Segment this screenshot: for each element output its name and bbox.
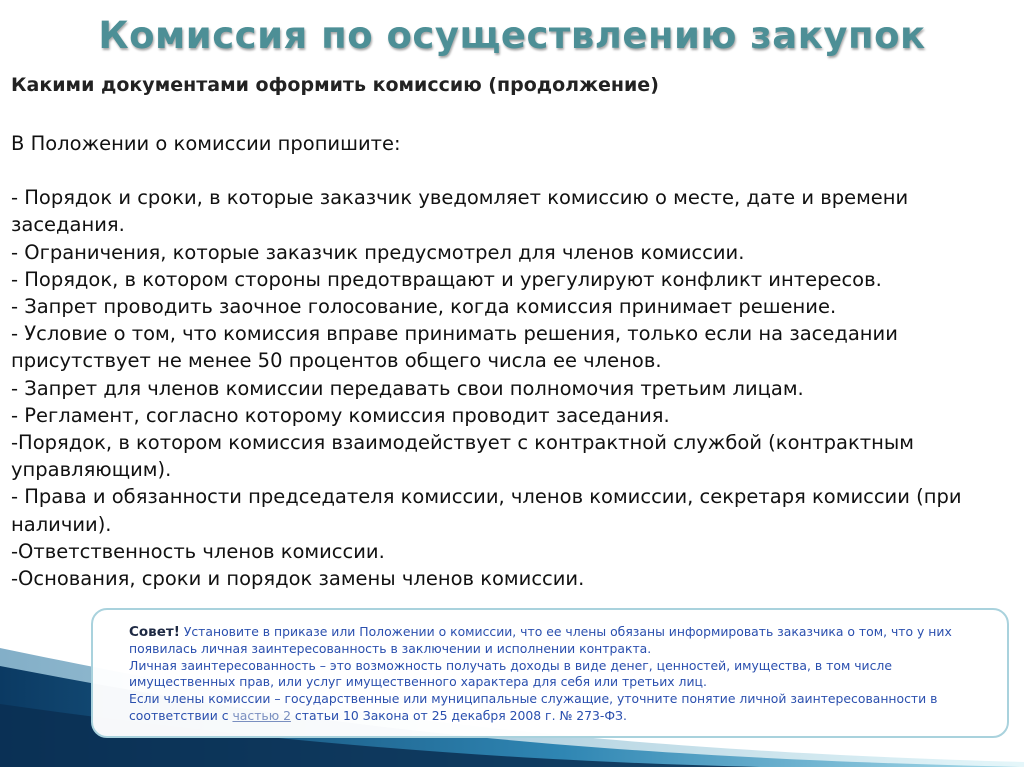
list-item: - Запрет проводить заочное голосование, когда комиссия принимает решение. (11, 295, 837, 319)
tip-lead: Совет! (129, 624, 180, 640)
list-item: -Порядок, в котором комиссия взаимодействует с контрактной службой (контрактным управляющим). (11, 431, 914, 482)
tip-text (129, 624, 991, 725)
list-item: - Регламент, согласно которому комиссия проводит заседания. (11, 403, 670, 427)
list-item: - Порядок, в котором стороны предотвращают и урегулируют конфликт интересов. (11, 267, 882, 291)
list-item: - Запрет для членов комиссии передавать свои полномочия третьим лицам. (11, 376, 804, 400)
list-item: -Ответственность членов комиссии. (11, 539, 385, 563)
tip-line-3-end: статьи 10 Закона от 25 декабря 2008 г. № 273-ФЗ. (290, 707, 627, 723)
list-item: - Порядок и сроки, в которые заказчик уведомляет комиссию о месте, дате и времени заседания. (11, 186, 909, 237)
law-part-link[interactable]: частью 2 (232, 707, 291, 723)
list-item: - Ограничения, которые заказчик предусмотрел для членов комиссии. (11, 240, 745, 264)
intro-text: В Положении о комиссии пропишите: (11, 132, 401, 155)
list-item: -Основания, сроки и порядок замены членов комиссии. (11, 567, 585, 591)
list-item: - Условие о том, что комиссия вправе принимать решения, только если на заседании присутствует не менее 50 процентов общего числа ее членов. (11, 322, 898, 373)
tip-line-1: Установите в приказе или Положении о комиссии, что ее члены обязаны информировать заказчика о том, что у них появилась личная заинтересованность в заключении и исполнении контракта. (129, 624, 952, 656)
slide-title: Комиссия по осуществлению закупок (98, 14, 926, 57)
tip-line-3: Если члены комиссии – государственные или муниципальные служащие, уточните понятие личной заинтересованности в соответствии с (129, 691, 938, 723)
slide-subtitle: Какими документами оформить комиссию (продолжение) (11, 74, 659, 96)
tip-line-2: Личная заинтересованность – это возможность получать доходы в виде денег, ценностей, имущества, в том числе имущественных прав, или услуг имущественного характера для себя или третьих лиц. (129, 657, 892, 690)
tip-box (91, 608, 1009, 738)
list-item: - Права и обязанности председателя комиссии, членов комиссии, секретаря комиссии (при наличии). (11, 485, 962, 536)
